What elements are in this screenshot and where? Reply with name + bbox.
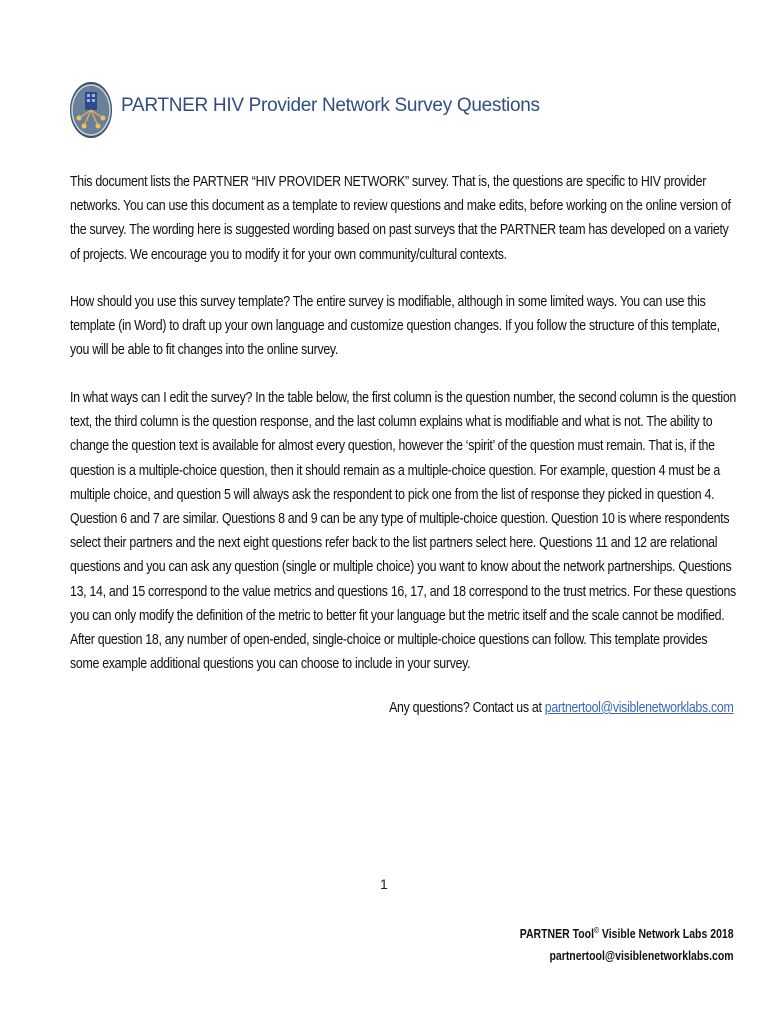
contact-email-link[interactable]: partnertool@visiblenetworklabs.com <box>545 700 734 716</box>
partner-network-logo-icon <box>70 82 112 138</box>
footer-org-year: Visible Network Labs 2018 <box>599 927 734 942</box>
footer <box>520 920 734 967</box>
contact-prefix: Any questions? Contact us at <box>389 700 546 716</box>
usage-answer-text: The entire survey is modifiable, although in some limited ways. You can use this template (in Word) to draft up your own language and customize question changes. If you follow the structure of this template, you will be able to fit changes into the online survey. <box>70 294 720 359</box>
footer-copyright-line <box>520 920 734 945</box>
footer-email: partnertool@visiblenetworklabs.com <box>549 949 734 964</box>
edit-paragraph <box>70 386 738 676</box>
footer-tool-name: PARTNER Tool <box>520 927 595 942</box>
edit-question-heading: In what ways can I edit the survey? <box>70 390 253 406</box>
copyright-symbol: © <box>594 926 600 935</box>
usage-paragraph <box>70 290 738 363</box>
edit-answer-text: In the table below, the first column is the question number, the second column is the question text, the third column is the question response, and the last column explains what is modifiable and what is not. The ability to change the question text is available for almost every question, however the ‘spirit’ of the question must remain. That is, if the question is a multiple-choice question, then it should remain as a multiple-choice question. For example, question 4 must be a multiple choice, and question 5 will always ask the respondent to pick one from the list of response they picked in question 4. Question 6 and 7 are similar. Questions 8 and 9 can be any type of multiple-choice question. Question 10 is where respondents select their partners and the next eight questions refer back to the list partners select here. Questions 11 and 12 are relational questions and you can ask any question (single or multiple choice) you want to know about the network partnerships. Questions 13, 14, and 15 correspond to the value metrics and questions 16, 17, and 18 correspond to the trust metrics. For these questions you can only modify the definition of the metric to better fit your language but the metric itself and the scale cannot be modified. After question 18, any number of open-ended, single-choice or multiple-choice questions can follow. This template provides some example additional questions you can choose to include in your survey. <box>70 390 737 673</box>
usage-question-heading: How should you use this survey template? <box>70 294 290 310</box>
page-title: PARTNER HIV Provider Network Survey Questions <box>121 95 540 116</box>
contact-line <box>390 700 734 716</box>
intro-paragraph: This document lists the PARTNER “HIV PROVIDER NETWORK” survey. That is, the questions are specific to HIV provider networks. You can use this document as a template to review questions and make edits, before working on the online version of the survey. The wording here is suggested wording based on past surveys that the PARTNER team has developed on a variety of projects. We encourage you to modify it for your own community/cultural contexts. <box>70 174 731 263</box>
page-number: 1 <box>380 876 388 892</box>
